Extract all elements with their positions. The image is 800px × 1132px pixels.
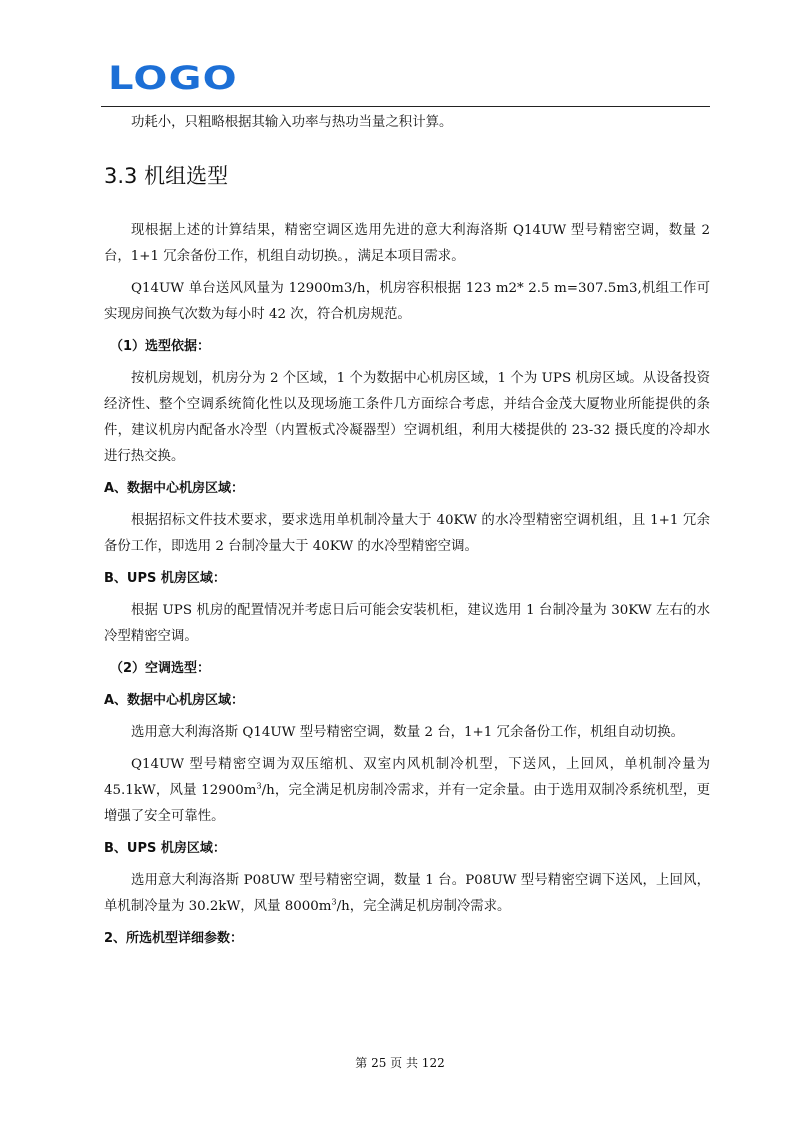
intro-line: 功耗小，只粗略根据其输入功率与热功当量之积计算。 — [131, 115, 453, 130]
subheading-ac-selection: （2）空调选型： — [110, 661, 211, 676]
page-number: 第 25 页 共 122 — [355, 1056, 445, 1070]
paragraph-q14uw-selection: 选用意大利海洛斯 Q14UW 型号精密空调，数量 2 台，1+1 冗余备份工作，机组自动切换。 — [131, 725, 685, 740]
subheading-ups-room-2: B、UPS 机房区域： — [104, 841, 226, 856]
paragraph-data-center-req: 根据招标文件技术要求，要求选用单机制冷量大于 40KW 的水冷型精密空调机组，且 1+1 冗余备份工作，即选用 2 台制冷量大于 40KW 的水冷型精密空调。 — [104, 513, 710, 554]
subheading-data-center-2: A、数据中心机房区域： — [104, 693, 245, 708]
subheading-detailed-params: 2、所选机型详细参数： — [104, 931, 244, 946]
paragraph-ups-req: 根据 UPS 机房的配置情况并考虑日后可能会安装机柜，建议选用 1 台制冷量为 30KW 左右的水冷型精密空调。 — [104, 603, 710, 644]
document-body — [104, 110, 710, 952]
paragraph-room-plan: 按机房规划，机房分为 2 个区域，1 个为数据中心机房区域，1 个为 UPS 机房区域。从设备投资经济性、整个空调系统简化性以及现场施工条件几方面综合考虑，并结合金茂大厦物业所能提供的条件，建议机房内配备水冷型（内置板式冷凝器型）空调机组，利用大楼提供的 23-32 摄氏度的冷却水进行热交换。 — [104, 371, 710, 464]
subheading-selection-basis: （1）选型依据： — [110, 339, 211, 354]
logo: LOGO — [108, 59, 238, 97]
header-divider — [101, 106, 710, 107]
subheading-ups-room-1: B、UPS 机房区域： — [104, 571, 226, 586]
paragraph-selection-result: 现根据上述的计算结果，精密空调区选用先进的意大利海洛斯 Q14UW 型号精密空调，数量 2 台，1+1 冗余备份工作，机组自动切换。，满足本项目需求。 — [104, 223, 710, 264]
section-title: 3.3 机组选型 — [104, 164, 229, 188]
paragraph-p08uw-spec: 选用意大利海洛斯 P08UW 型号精密空调，数量 1 台。P08UW 型号精密空调下送风，上回风，单机制冷量为 30.2kW，风量 $8000m^3/h$，完全满足机房制冷需求。 — [104, 873, 710, 914]
paragraph-q14uw-spec: Q14UW 型号精密空调为双压缩机、双室内风机制冷机型，下送风，上回风，单机制冷量为 45.1kW，风量 $12900m^3/h$，完全满足机房制冷需求，并有一定余量。由于选用双制冷系统机型，更增强了安全可靠性。 — [104, 757, 710, 824]
paragraph-airflow: Q14UW 单台送风风量为 12900m3/h，机房容积根据 123 m2* 2.5 m=307.5m3,机组工作可实现房间换气次数为每小时 42 次，符合机房规范。 — [104, 281, 710, 322]
subheading-data-center-1: A、数据中心机房区域： — [104, 481, 245, 496]
